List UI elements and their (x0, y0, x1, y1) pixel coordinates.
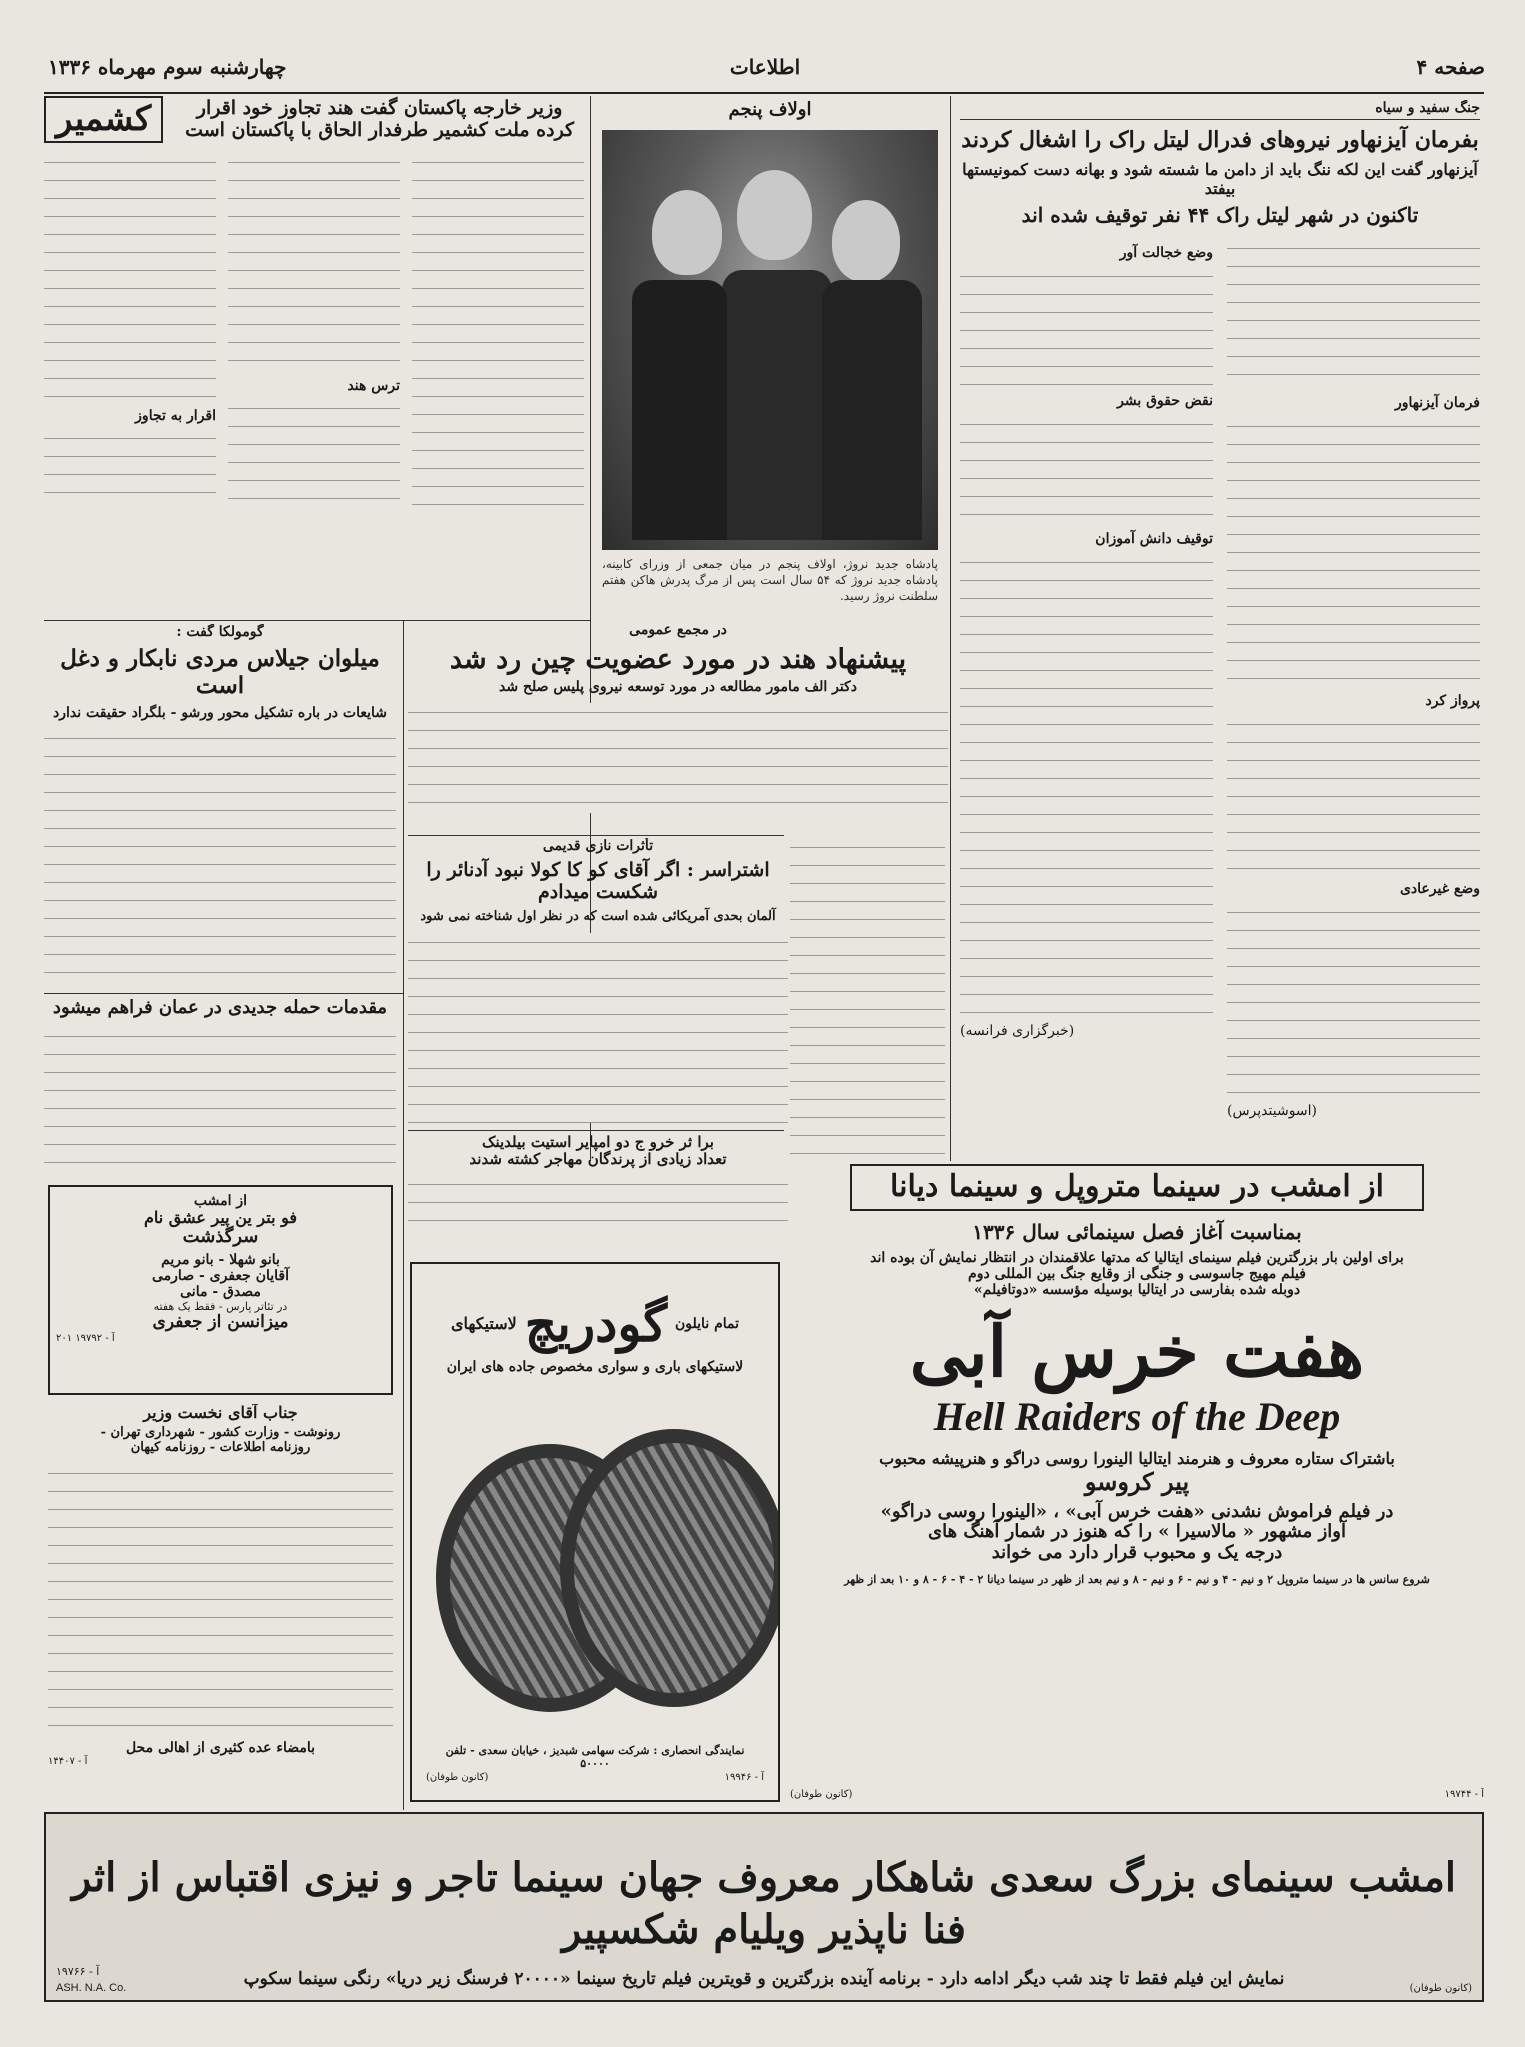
oman-article (44, 998, 396, 1178)
ad-line: در فیلم فراموش نشدنی «هفت خرس آبی» ، «الینورا روسی دراگو» (880, 1500, 1394, 1522)
photo-caption: پادشاه جدید نروژ، اولاف پنجم در میان جمعی از وزرای کابینه، پادشاه جدید نروژ که ۵۴ سال است پس از مرگ پدرش هاکن هفتم سلطنت نروژ رسید. (602, 557, 938, 604)
paper-name: اطلاعات (729, 55, 801, 79)
cinema-ad (790, 1164, 1484, 1804)
credit: (خبرگزاری فرانسه) (960, 1023, 1075, 1040)
signature: بامضاء عده کثیری از اهالی محل (125, 1740, 316, 1757)
film-title-english: Hell Raiders of the Deep (933, 1393, 1341, 1439)
war-article (960, 100, 1480, 1160)
ad-code: آ - ۱۹۷۶۶ (56, 1965, 100, 1978)
section-heading: وضع غیرعادی (1399, 881, 1480, 898)
cast-line: بانو شهلا - بانو مریم (161, 1252, 280, 1269)
section-rule (408, 835, 784, 836)
section-heading: ترس هند (347, 378, 400, 395)
ad-line: آواز مشهور « مالاسیرا » را که هنوز در شمار آهنگ های (928, 1521, 1346, 1543)
photo-title: اولاف پنجم (728, 100, 812, 120)
tire-ad (410, 1262, 780, 1802)
section-heading: پرواز کرد (1425, 693, 1480, 710)
cast-line: مصدق - مانی (180, 1284, 261, 1301)
subhead: دکتر الف مامور مطالعه در مورد توسعه نیروی پلیس صلح شد (499, 679, 857, 696)
section-heading: نقض حقوق بشر (1117, 393, 1213, 410)
column-divider (950, 96, 951, 1161)
section-heading: وضع خجالت آور (1119, 245, 1213, 262)
section-rule (408, 1130, 784, 1131)
subhead: تعداد زیادی از پرندگان مهاجر کشته شدند (469, 1150, 727, 1169)
nazi-article (408, 838, 788, 1128)
headline: برا ثر خرو ج دو امپایر استیت بیلدینک (482, 1134, 714, 1151)
ad-line: دوبله شده بفارسی در ایتالیا بوسیله مؤسسه «دوتافیلم» (973, 1281, 1301, 1298)
tire-image (560, 1429, 780, 1707)
label-right: تمام نایلون (675, 1315, 740, 1332)
ad-note: (کانون طوفان) (426, 1772, 489, 1783)
column-divider (403, 620, 404, 1810)
kashmir-label: کشمیر (44, 96, 163, 143)
ad-line: از امشب (193, 1193, 248, 1209)
page-number: صفحه ۴ (1416, 55, 1485, 79)
building-article (408, 1134, 788, 1254)
section-heading: فرمان آیزنهاور (1395, 395, 1480, 412)
occasion: بمناسبت آغاز فصل سینمائی سال ۱۳۳۶ (972, 1219, 1302, 1244)
theatre-ad (48, 1185, 393, 1395)
body-text (960, 267, 1213, 387)
section-rule (44, 993, 403, 994)
label-left: لاستیکهای (450, 1314, 517, 1333)
ad-note: در تئاتر پارس - فقط یک هفته (153, 1300, 288, 1314)
schedule: شروع سانس ها در سینما متروپل ۲ و نیم - ۴ و نیم - ۶ و نیم - ۸ و نیم بعد از ظهر در سینما دیانا ۲ - ۴ - ۶ - ۸ و ۱۰ بعد از ظهر (844, 1572, 1430, 1586)
section-heading: توقیف دانش آموزان (1095, 531, 1213, 548)
body-text (1227, 417, 1480, 687)
body-text (960, 415, 1213, 525)
body-text (790, 838, 945, 1158)
kicker: گومولکا گفت : (176, 624, 264, 640)
kicker: تأثرات نازی قدیمی (542, 838, 654, 854)
ad-code: آ - ۱۹۷۴۴ (1444, 1789, 1484, 1800)
ad-subline: نمایش این فیلم فقط تا چند شب دیگر ادامه دارد - برنامه آینده بزرگترین و قویترین فیلم تاریخ سینما «۲۰۰۰۰ فرسنگ زیر دریا» رنگی سینما سکوپ (243, 1969, 1285, 1989)
ad-note: (کانون طوفان) (790, 1789, 853, 1800)
director: میزانسن از جعفری (152, 1312, 289, 1333)
headline: وزیر خارجه پاکستان گفت هند تجاوز خود اقرار کرده ملت کشمیر طرفدار الحاق با پاکستان است (185, 96, 575, 141)
section-heading: اقرار به تجاوز (135, 408, 216, 425)
issue-date: چهارشنبه سوم مهرماه ۱۳۳۶ (48, 55, 287, 79)
ad-code: آ - ۱۴۴۰۷ (48, 1756, 88, 1768)
cast-line: آقایان جعفری - صارمی (152, 1268, 289, 1285)
kashmir-article (44, 96, 584, 616)
ad-code: آ - ۱۹۹۴۶ (724, 1772, 764, 1783)
headline: پیشنهاد هند در مورد عضویت چین رد شد (449, 644, 907, 676)
headline: مقدمات حمله جدیدی در عمان فراهم میشود (52, 998, 388, 1018)
headline: میلوان جیلاس مردی نابکار و دغل است (60, 645, 380, 699)
headline: اشتراسر : اگر آقای کو کا کولا نبود آدنائر را شکست میدادم (426, 859, 770, 903)
ad-code: آ - ۱۹۷۹۲ ۲۰۱ (56, 1333, 115, 1344)
credit: (اسوشیتدپرس) (1227, 1103, 1318, 1120)
kicker: جنگ سفید و سیاه (960, 100, 1480, 120)
ad-line: درجه یک و محبوب قرار دارد می خواند (991, 1542, 1283, 1564)
cast-line: باشتراک ستاره معروف و هنرمند ایتالیا الینورا روسی دراگو و هنرپیشه محبوب (879, 1448, 1395, 1468)
photo-story (596, 100, 944, 620)
subhead: تاکنون در شهر لیتل راک ۴۴ نفر توقیف شده اند (1021, 203, 1419, 228)
king-olav-photo (602, 130, 938, 550)
cc-line: روزنامه اطلاعات - روزنامه کیهان (130, 1440, 311, 1456)
masthead-rule (44, 92, 1484, 94)
agent-line: نمایندگی انحصاری : شرکت سهامی شبدیز ، خیابان سعدی - تلفن ۵۰۰۰۰ (445, 1744, 745, 1770)
saadi-cinema-ad (44, 1812, 1484, 2002)
letter-title: جناب آقای نخست وزیر (143, 1404, 298, 1422)
body-text (1227, 903, 1480, 1103)
ad-line: سرگذشت (182, 1226, 259, 1248)
ad-note: (کانون طوفان) (1409, 1983, 1472, 1994)
ad-line: فو بتر ین پیر عشق نام (143, 1208, 297, 1228)
un-article (408, 622, 948, 832)
letter-article (48, 1404, 393, 1814)
ad-line: فیلم مهیج جاسوسی و جنگی از وقایع جنگ بین المللی دوم (968, 1265, 1306, 1282)
body-text (960, 553, 1213, 1023)
film-title: هفت خرس آبی (909, 1309, 1365, 1393)
tagline: لاستیکهای باری و سواری مخصوص جاده های ایران (446, 1359, 744, 1375)
subhead: آیزنهاور گفت این لکه ننگ باید از دامن ما شسته شود و بهانه دست کمونیستها بیفتد (962, 160, 1478, 198)
subhead: شایعات در باره تشکیل محور ورشو - بلگراد حقیقت ندارد (52, 704, 387, 721)
ad-banner: از امشب در سینما متروپل و سینما دیانا (850, 1164, 1424, 1211)
body-text (1227, 239, 1480, 389)
subhead: آلمان بحدی آمریکائی شده است که در نظر اول شناخته نمی شود (420, 908, 776, 924)
ad-line: برای اولین بار بزرگترین فیلم سینمای ایتالیا که مدتها علاقمندان در انتظار نمایش آن بوده اند (870, 1249, 1404, 1266)
cc-line: رونوشت - وزارت کشور - شهرداری تهران - (100, 1425, 341, 1441)
gomulka-article (44, 624, 396, 994)
brand-name: گودریچ (524, 1294, 668, 1353)
kicker: در مجمع عمومی (629, 622, 727, 638)
agency-credit: ASH. N.A. Co. (56, 1982, 127, 1994)
actor-name: پیر کروسو (1084, 1467, 1190, 1497)
ad-headline: امشب سینمای بزرگ سعدی شاهکار معروف جهان سینما تاجر و نیزی اقتباس از اثر فنا ناپذیر ویلیام شکسپیر (71, 1854, 1457, 1953)
body-text (1227, 715, 1480, 875)
headline: بفرمان آیزنهاور نیروهای فدرال لیتل راک را اشغال کردند (961, 127, 1479, 153)
section-rule (44, 620, 590, 621)
